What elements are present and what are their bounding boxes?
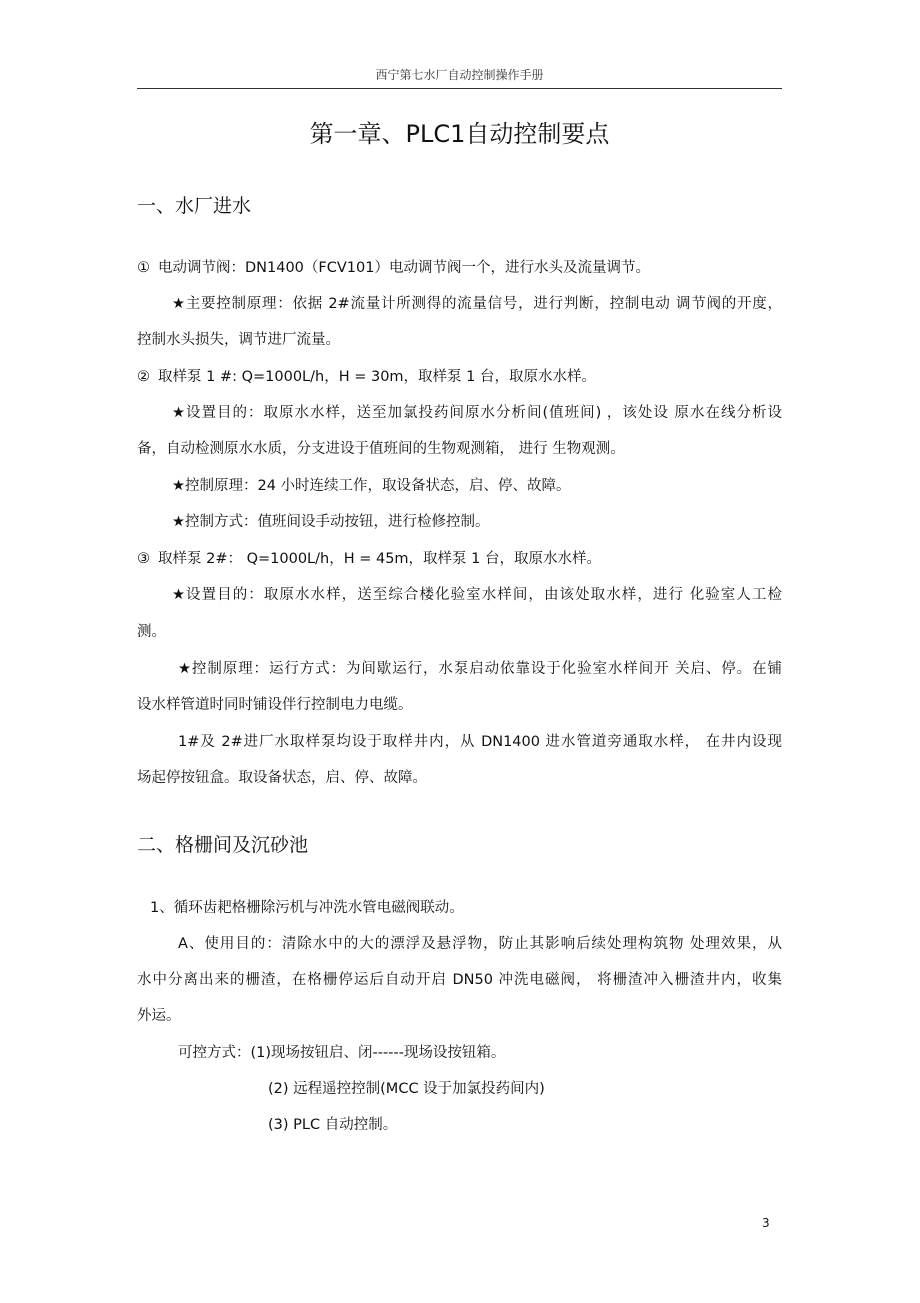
page-number: 3 xyxy=(762,1216,770,1230)
paragraph-line: 备，自动检测原水水质，分支进设于值班间的生物观测箱， 进行 生物观测。 xyxy=(137,441,625,457)
item-sample-pump-2 xyxy=(137,548,601,570)
paragraph-line: ★控制原理：运行方式：为间歇运行，水泵启动依靠设于化验室水样间开 关启、停。在铺 xyxy=(178,661,782,677)
item-sample-pump-1 xyxy=(137,366,596,388)
paragraph-line: 外运。 xyxy=(137,1008,181,1024)
item-text: 电动调节阀：DN1400（FCV101）电动调节阀一个，进行水头及流量调节。 xyxy=(158,260,650,276)
chapter-title: 第一章、PLC1自动控制要点 xyxy=(309,120,610,148)
paragraph-line: A、使用目的：清除水中的大的漂浮及悬浮物，防止其影响后续处理构筑物 处理效果，从 xyxy=(178,936,782,952)
section-heading-screen-grit: 二、格栅间及沉砂池 xyxy=(137,834,309,856)
running-header: 西宁第七水厂自动控制操作手册 xyxy=(375,68,544,82)
item-text: 取样泵 1 #: Q=1000L/h，H = 30m，取样泵 1 台，取原水水样。 xyxy=(158,369,596,385)
paragraph-line: ★设置目的：取原水水样，送至加氯投药间原水分析间(值班间) ，该处设 原水在线分析设 xyxy=(172,405,782,421)
item-bar-screen: 1、循环齿耙格栅除污机与冲洗水管电磁阀联动。 xyxy=(150,900,464,916)
control-option: (3) PLC 自动控制。 xyxy=(268,1117,398,1133)
section-heading-water-intake: 一、水厂进水 xyxy=(137,195,252,217)
item-marker: ② xyxy=(137,369,150,385)
control-option: (2) 远程遥控控制(MCC 设于加氯投药间内) xyxy=(268,1081,545,1097)
paragraph-line: ★主要控制原理：依据 2#流量计所测得的流量信号，进行判断，控制电动 调节阀的开度， xyxy=(172,296,782,312)
item-marker: ① xyxy=(137,260,150,276)
paragraph-line: 1#及 2#进厂水取样泵均设于取样井内，从 DN1400 进水管道旁通取水样， 在井内设现 xyxy=(178,734,782,750)
paragraph-line: 场起停按钮盒。取设备状态，启、停、故障。 xyxy=(137,770,427,786)
header-rule xyxy=(137,88,782,89)
item-text: 取样泵 2#： Q=1000L/h，H = 45m，取样泵 1 台，取原水水样。 xyxy=(158,551,601,567)
paragraph-line: 控制水头损失，调节进厂流量。 xyxy=(137,332,340,348)
paragraph-line: 水中分离出来的栅渣，在格栅停运后自动开启 DN50 冲洗电磁阀， 将栅渣冲入栅渣井内，收集 xyxy=(137,972,782,988)
paragraph-line: 设水样管道时同时铺设伴行控制电力电缆。 xyxy=(137,697,413,713)
paragraph-line: ★控制原理：24 小时连续工作，取设备状态，启、停、故障。 xyxy=(172,478,571,494)
item-marker: ③ xyxy=(137,551,150,567)
paragraph-line: ★控制方式：值班间设手动按钮，进行检修控制。 xyxy=(172,514,490,530)
paragraph-line: ★设置目的：取原水水样，送至综合楼化验室水样间，由该处取水样，进行 化验室人工检 xyxy=(172,587,782,603)
control-mode: 可控方式：(1)现场按钮启、闭------现场设按钮箱。 xyxy=(178,1045,506,1061)
paragraph-line: 测。 xyxy=(137,624,166,640)
item-electric-valve xyxy=(137,257,650,279)
